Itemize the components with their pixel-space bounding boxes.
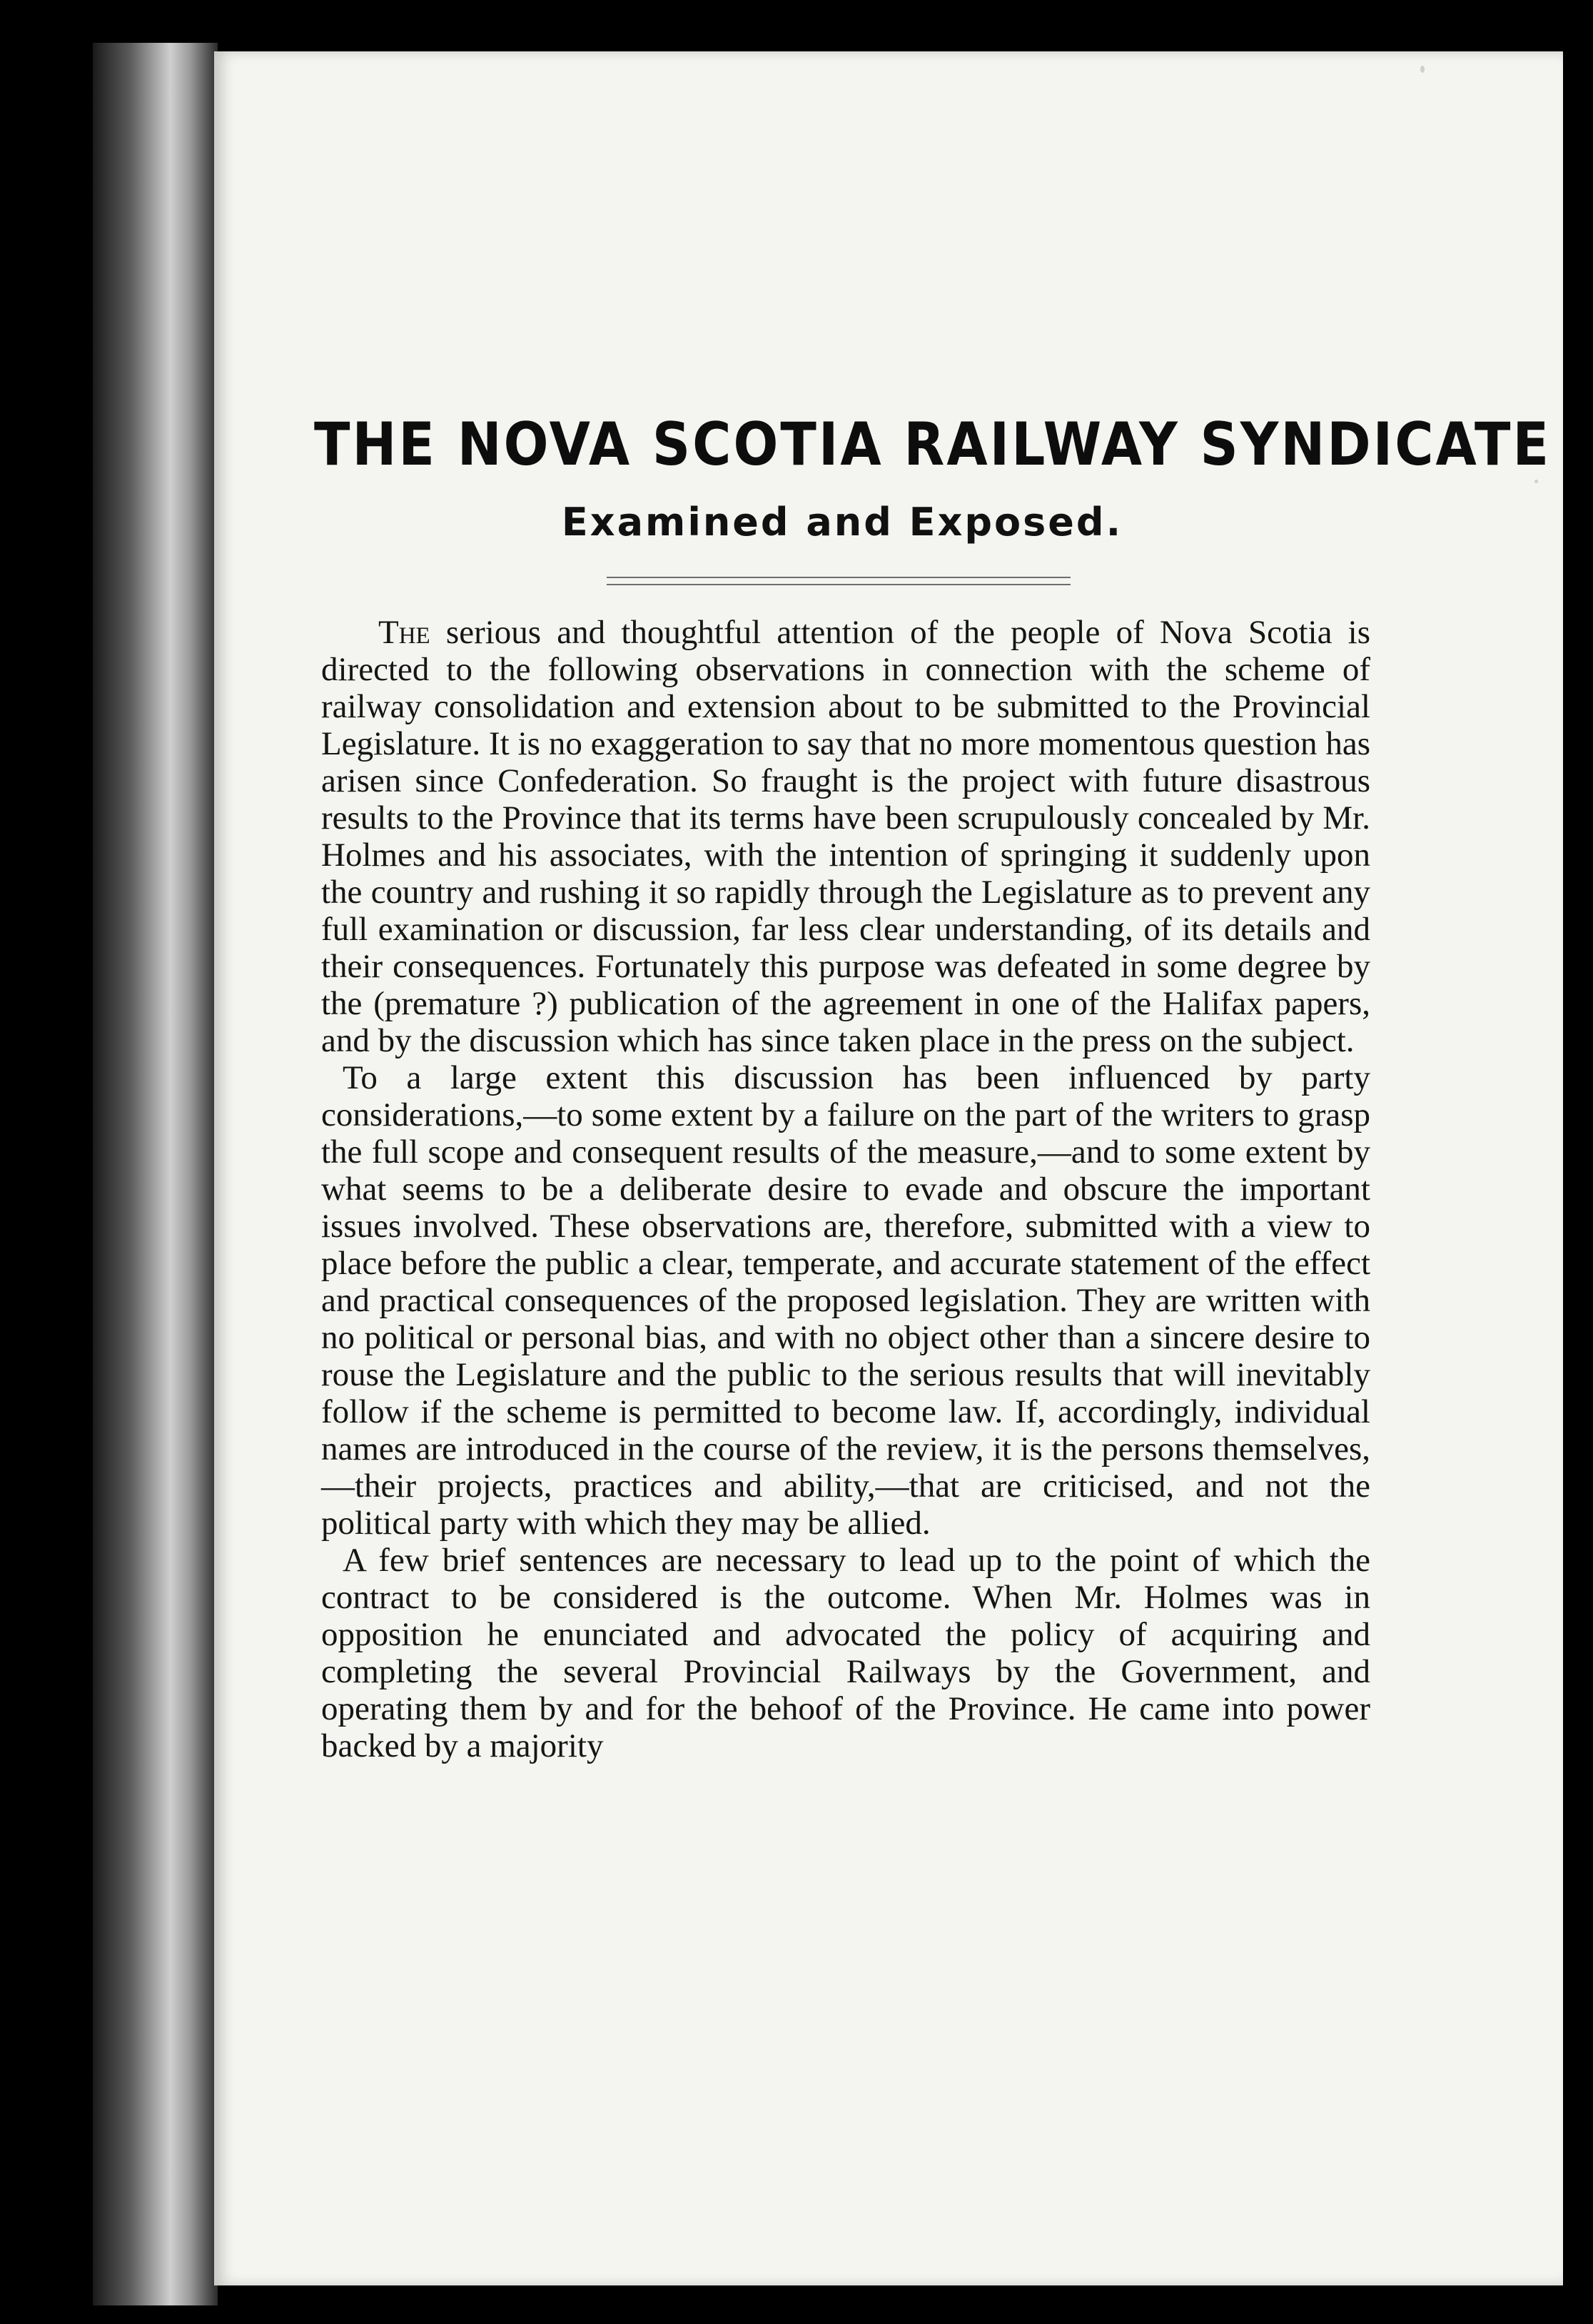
body-text: [321, 614, 1370, 1764]
paper-speck: [1534, 480, 1538, 483]
paragraph-1-lead: The: [378, 614, 430, 651]
document-title: THE NOVA SCOTIA RAILWAY SYNDICATE: [314, 410, 1552, 480]
paragraph-3: A few brief sentences are necessary to lead up to the point of which the contract to be considered is the outcome. When Mr. Holmes was in opposition he enunciated and advocated the policy of acquiring and completing the several Provincial Railways by the Government, and operating them by and for the behoof of the Province. He came into power backed by a majority: [321, 1542, 1370, 1764]
paragraph-1-text: serious and thoughtful attention of the people of Nova Scotia is directed to the following observations in connection with the scheme of railway consolidation and extension about to be submitted to the Provincial Legislature. It is no exaggeration to say that no more momentous question has arisen since Confederation. So fraught is the project with future disastrous results to the Province that its terms have been scrupulously concealed by Mr. Holmes and his associates, with the intention of springing it suddenly upon the country and rushing it so rapidly through the Legislature as to prevent any full examination or discussion, far less clear understanding, of its details and their consequences. Fortunately this purpose was defeated in some degree by the (premature ?) publication of the agreement in one of the Halifax papers, and by the discussion which has since taken place in the press on the subject.: [321, 614, 1370, 1059]
paragraph-1: [321, 614, 1370, 1059]
paragraph-2: To a large extent this discussion has been influenced by party considerations,—to some extent by a failure on the part of the writers to grasp the full scope and consequent results of the measure,—and to some extent by what seems to be a deliberate desire to evade and obscure the important issues involved. These observations are, therefore, submitted with a view to place before the public a clear, temperate, and accurate statement of the effect and practical consequences of the proposed legislation. They are written with no political or personal bias, and with no object other than a sincere desire to rouse the Legislature and the public to the serious results that will inevitably follow if the scheme is permitted to become law. If, accordingly, individual names are introduced in the course of the review, it is the persons themselves,—their projects, practices and ability,—that are criticised, and not the political party with which they may be allied.: [321, 1059, 1370, 1542]
title-rule-top: [607, 577, 1071, 578]
binding-edge: [93, 43, 218, 2305]
document-subtitle: Examined and Exposed.: [561, 500, 1123, 545]
paper-speck: [1420, 66, 1425, 73]
title-rule-bottom: [607, 584, 1071, 585]
